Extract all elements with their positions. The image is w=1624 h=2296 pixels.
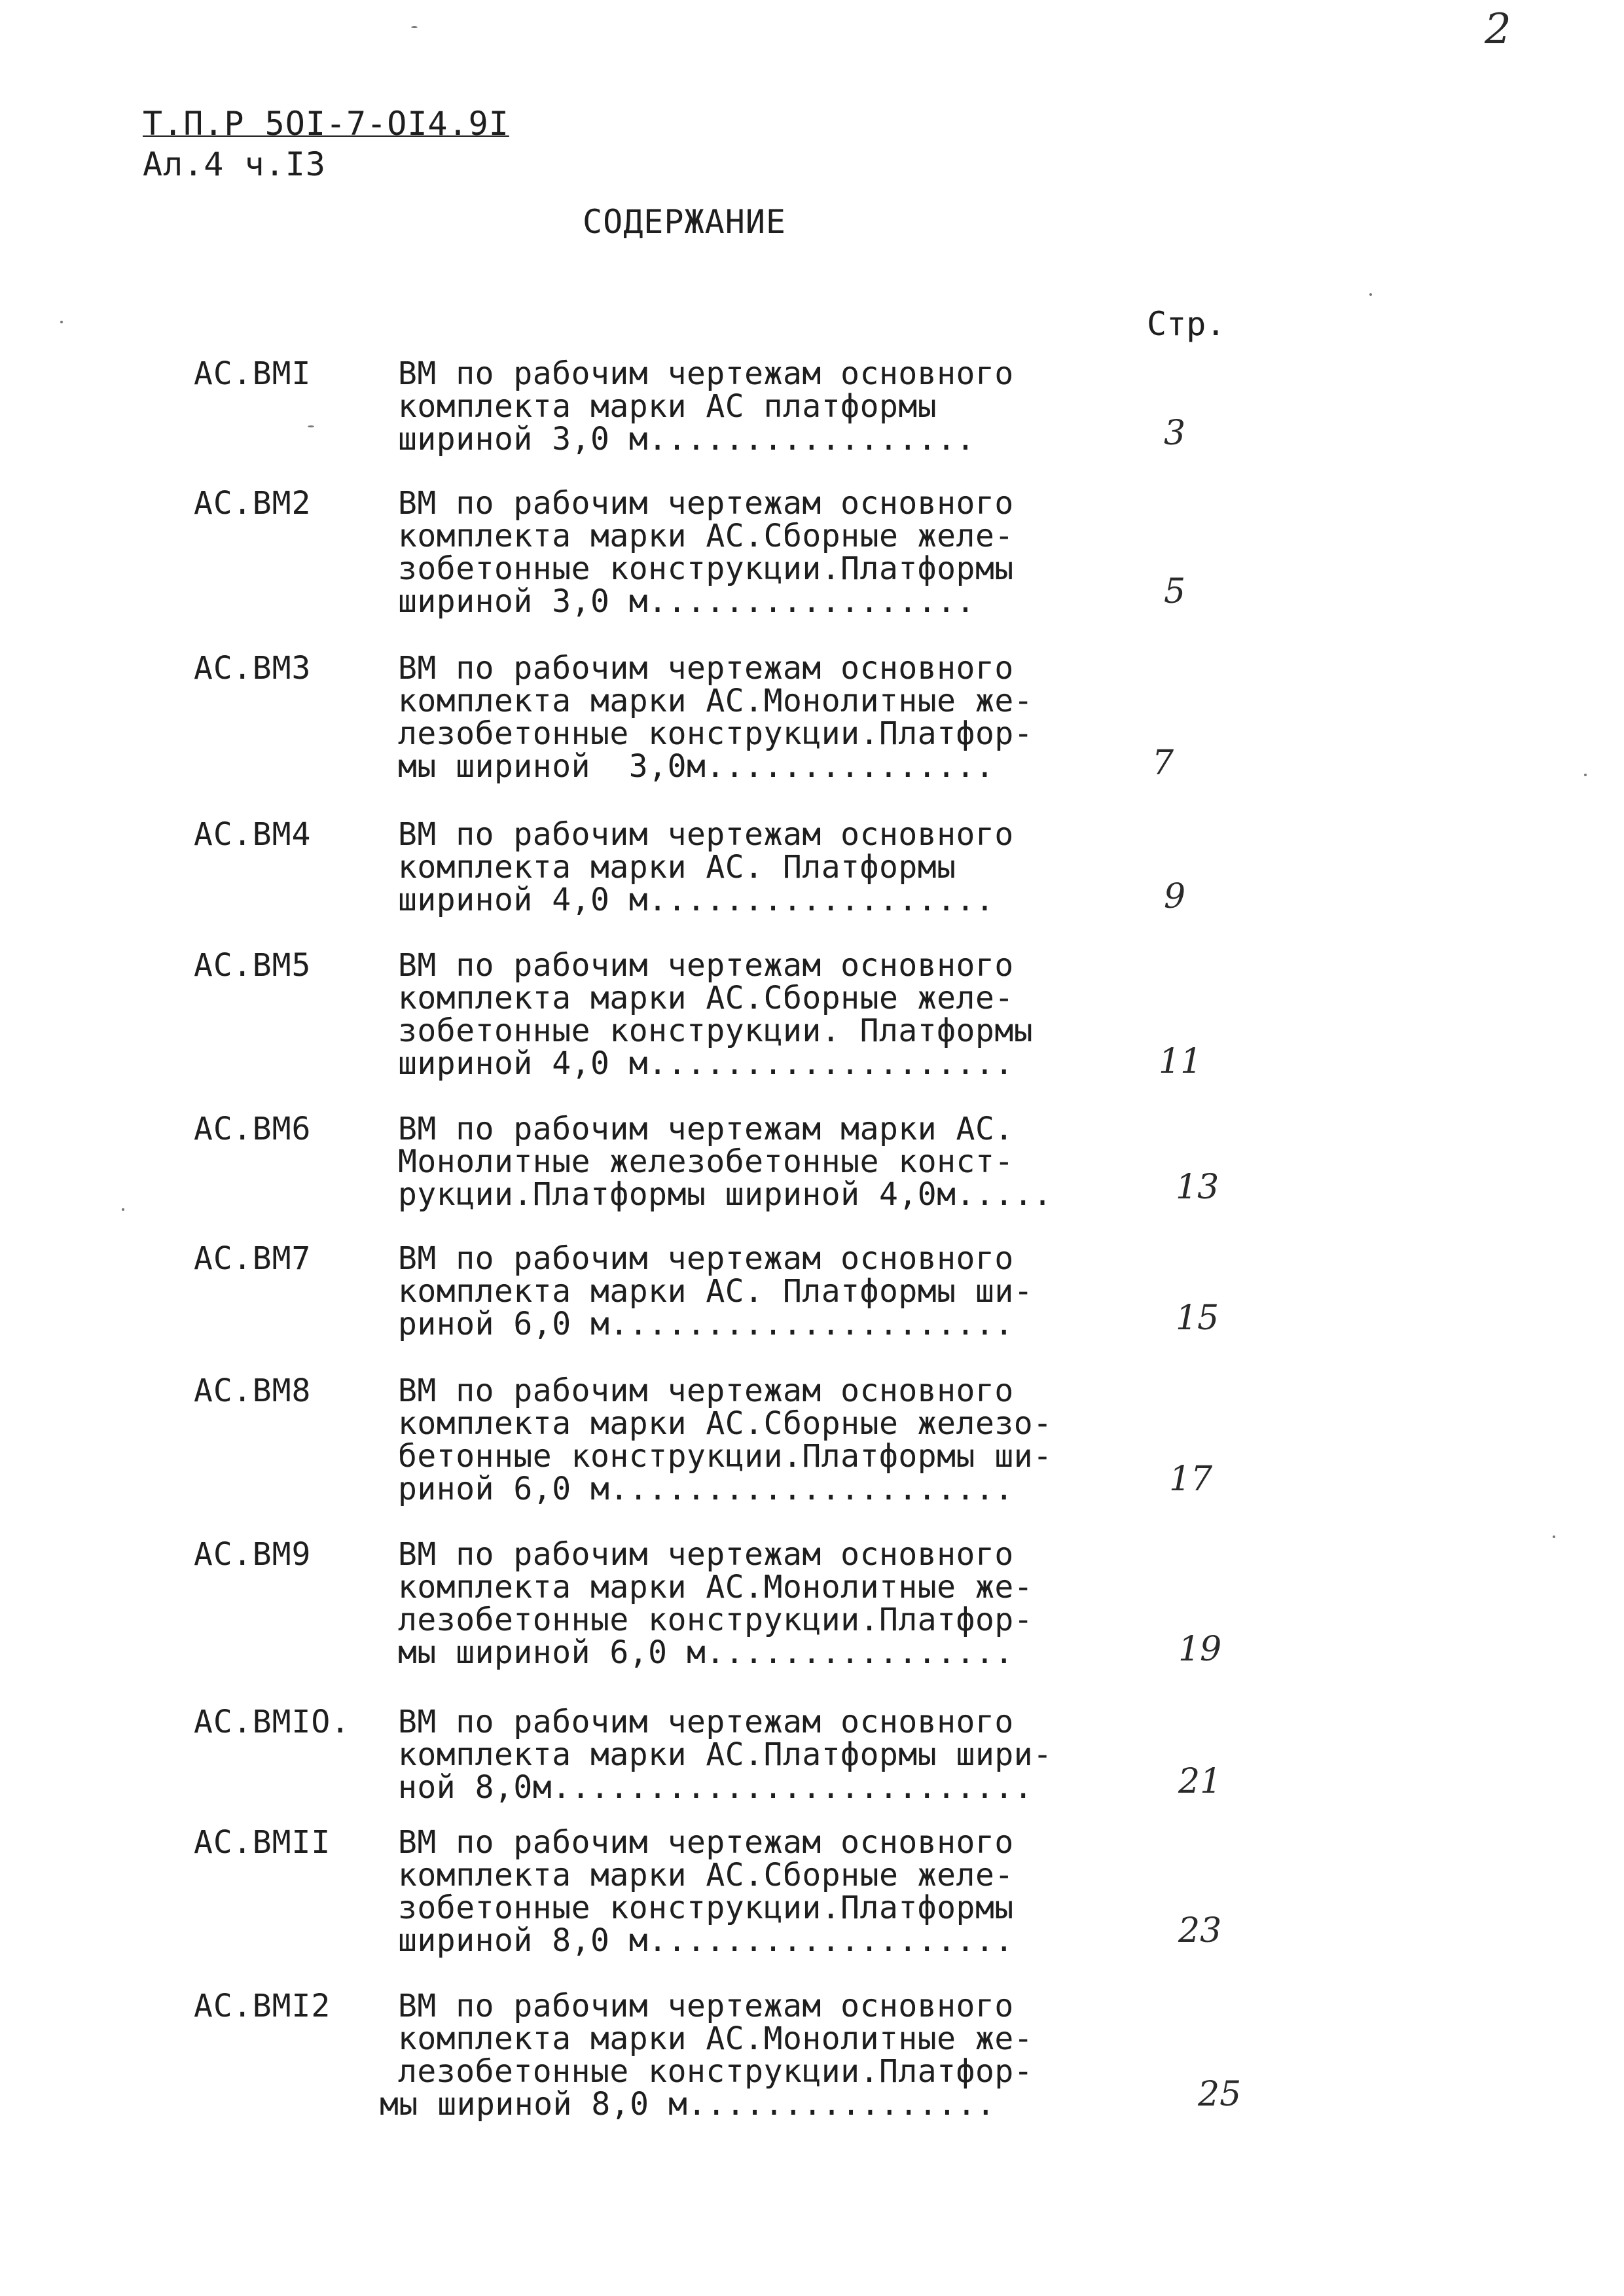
toc-entry-description <box>398 1538 1033 1669</box>
toc-entry-description-line: ВМ по рабочим чертежам основного <box>398 650 1014 687</box>
toc-entry-description-line: ВМ по рабочим чертежам основного <box>398 1824 1014 1861</box>
toc-entry-page-number: 15 <box>1176 1299 1219 1338</box>
scan-speck <box>308 425 314 427</box>
toc-entry-code: АС.ВМI2 <box>194 1988 331 2024</box>
toc-entry-description-line: лезобетонные конструкции.Платфор- <box>398 715 1034 752</box>
toc-entry-description-line: комплекта марки АС.Сборные желе- <box>398 518 1014 554</box>
toc-entry-description-line: комплекта марки АС.Сборные желе- <box>398 980 1014 1016</box>
toc-entry-code: АС.ВМ6 <box>194 1111 312 1147</box>
toc-entry-description-line: комплекта марки АС.Сборные желе- <box>398 1857 1014 1893</box>
document-code-line-1: Т.П.Р 5ОI-7-ОI4.9I <box>143 105 509 143</box>
toc-entry-description <box>380 1990 1033 2121</box>
scan-speck <box>1584 774 1587 776</box>
toc-entry-description <box>398 818 1014 916</box>
toc-entry-description-line: лезобетонные конструкции.Платфор- <box>398 2053 1034 2090</box>
page-column-header: Стр. <box>1147 305 1226 343</box>
toc-entry-description-line: ВМ по рабочим чертежам основного <box>398 1372 1014 1409</box>
toc-entry-code: АС.ВМ4 <box>194 816 312 853</box>
toc-entry-description-line: комплекта марки АС. Платформы <box>398 849 956 886</box>
toc-entry-description-line: комплекта марки АС.Монолитные же- <box>398 683 1034 719</box>
toc-entry-code: АС.ВМ7 <box>194 1240 312 1277</box>
toc-entry-code: АС.ВМII <box>194 1824 331 1861</box>
toc-entry-code: АС.ВМ5 <box>194 947 312 984</box>
toc-entry-description-line: ВМ по рабочим чертежам основного <box>398 947 1014 984</box>
toc-entry-page-number: 11 <box>1159 1042 1202 1081</box>
toc-entry-description-line: комплекта марки АС.Монолитные же- <box>398 2020 1034 2057</box>
toc-entry-description-line: комплекта марки АС. Платформы ши- <box>398 1273 1034 1310</box>
scan-speck <box>1369 293 1372 296</box>
toc-entry-description <box>398 357 1014 456</box>
toc-entry-code: АС.ВМ2 <box>194 485 312 522</box>
toc-entry-description-line: шириной 3,0 м................. <box>398 421 975 457</box>
toc-entry-page-number: 19 <box>1178 1630 1222 1669</box>
toc-entry-description <box>398 1113 1053 1211</box>
toc-entry-description-line: риной 6,0 м..................... <box>398 1306 1014 1342</box>
toc-entry-description <box>398 1242 1033 1340</box>
toc-entry-code: АС.ВМI <box>194 355 312 392</box>
toc-entry-description-line: риной 6,0 м..................... <box>398 1471 1014 1507</box>
toc-entry-description-line: ВМ по рабочим чертежам основного <box>398 816 1014 853</box>
toc-entry-description-line: комплекта марки АС.Монолитные же- <box>398 1569 1034 1605</box>
toc-entry-description-line: комплекта марки АС платформы <box>398 388 937 425</box>
toc-entry-page-number: 7 <box>1152 744 1174 783</box>
toc-entry-description-line: рукции.Платформы шириной 4,0м..... <box>398 1176 1053 1213</box>
toc-entry-description-line: мы шириной 8,0 м................ <box>380 2086 996 2123</box>
toc-entry-description-line: мы шириной 3,0м............... <box>398 748 995 785</box>
toc-entry-page-number: 23 <box>1178 1911 1222 1950</box>
toc-entry-description-line: ВМ по рабочим чертежам основного <box>398 1704 1014 1740</box>
toc-entry-page-number: 13 <box>1176 1168 1219 1207</box>
toc-entry-code: АС.ВМ8 <box>194 1372 312 1409</box>
toc-entry-page-number: 17 <box>1169 1460 1213 1499</box>
toc-entry-description-line: ВМ по рабочим чертежам основного <box>398 1988 1014 2024</box>
toc-entry-page-number: 9 <box>1164 877 1186 916</box>
scan-speck <box>411 26 418 28</box>
scan-speck <box>122 1208 124 1211</box>
page-title: СОДЕРЖАНИЕ <box>583 203 787 241</box>
toc-entry-description-line: шириной 4,0 м................... <box>398 1045 1014 1082</box>
scan-speck <box>60 321 63 323</box>
toc-entry-description-line: бетонные конструкции.Платформы ши- <box>398 1438 1053 1475</box>
toc-entry-description-line: Монолитные железобетонные конст- <box>398 1143 1014 1180</box>
toc-entry-description-line: лезобетонные конструкции.Платфор- <box>398 1602 1034 1638</box>
toc-entry-description <box>398 1706 1053 1804</box>
page-number: 2 <box>1485 5 1511 54</box>
toc-entry-page-number: 5 <box>1164 572 1186 611</box>
toc-entry-description-line: зобетонные конструкции. Платформы <box>398 1013 1034 1049</box>
document-code-line-2: Ал.4 ч.I3 <box>143 145 326 183</box>
toc-entry-description <box>398 1826 1014 1957</box>
toc-entry-page-number: 25 <box>1198 2075 1242 2114</box>
toc-entry-description-line: мы шириной 6,0 м................ <box>398 1634 1014 1671</box>
toc-entry-description <box>398 949 1033 1080</box>
toc-entry-description-line: шириной 3,0 м................. <box>398 583 975 620</box>
toc-entry-description <box>398 487 1014 618</box>
toc-entry-description-line: шириной 8,0 м................... <box>398 1922 1014 1959</box>
toc-entry-description-line: ВМ по рабочим чертежам основного <box>398 355 1014 392</box>
toc-entry-description-line: зобетонные конструкции.Платформы <box>398 1890 1014 1926</box>
toc-entry-description-line: ВМ по рабочим чертежам марки АС. <box>398 1111 1014 1147</box>
toc-entry-page-number: 21 <box>1178 1762 1222 1801</box>
toc-entry-description-line: ной 8,0м......................... <box>398 1769 1034 1806</box>
toc-entry-description-line: шириной 4,0 м.................. <box>398 882 995 918</box>
toc-entry-page-number: 3 <box>1164 414 1186 453</box>
toc-entry-code: АС.ВМ9 <box>194 1536 312 1573</box>
scan-speck <box>1553 1535 1555 1538</box>
toc-entry-description-line: ВМ по рабочим чертежам основного <box>398 1240 1014 1277</box>
toc-entry-description-line: зобетонные конструкции.Платформы <box>398 550 1014 587</box>
document-code-block <box>143 103 509 185</box>
toc-entry-description-line: ВМ по рабочим чертежам основного <box>398 1536 1014 1573</box>
toc-entry-description-line: ВМ по рабочим чертежам основного <box>398 485 1014 522</box>
toc-entry-description <box>398 1374 1053 1505</box>
toc-entry-code: АС.ВМIО. <box>194 1704 351 1740</box>
toc-entry-description-line: комплекта марки АС.Платформы шири- <box>398 1736 1053 1773</box>
toc-entry-description-line: комплекта марки АС.Сборные железо- <box>398 1405 1053 1442</box>
toc-entry-description <box>398 652 1033 783</box>
toc-entry-code: АС.ВМ3 <box>194 650 312 687</box>
